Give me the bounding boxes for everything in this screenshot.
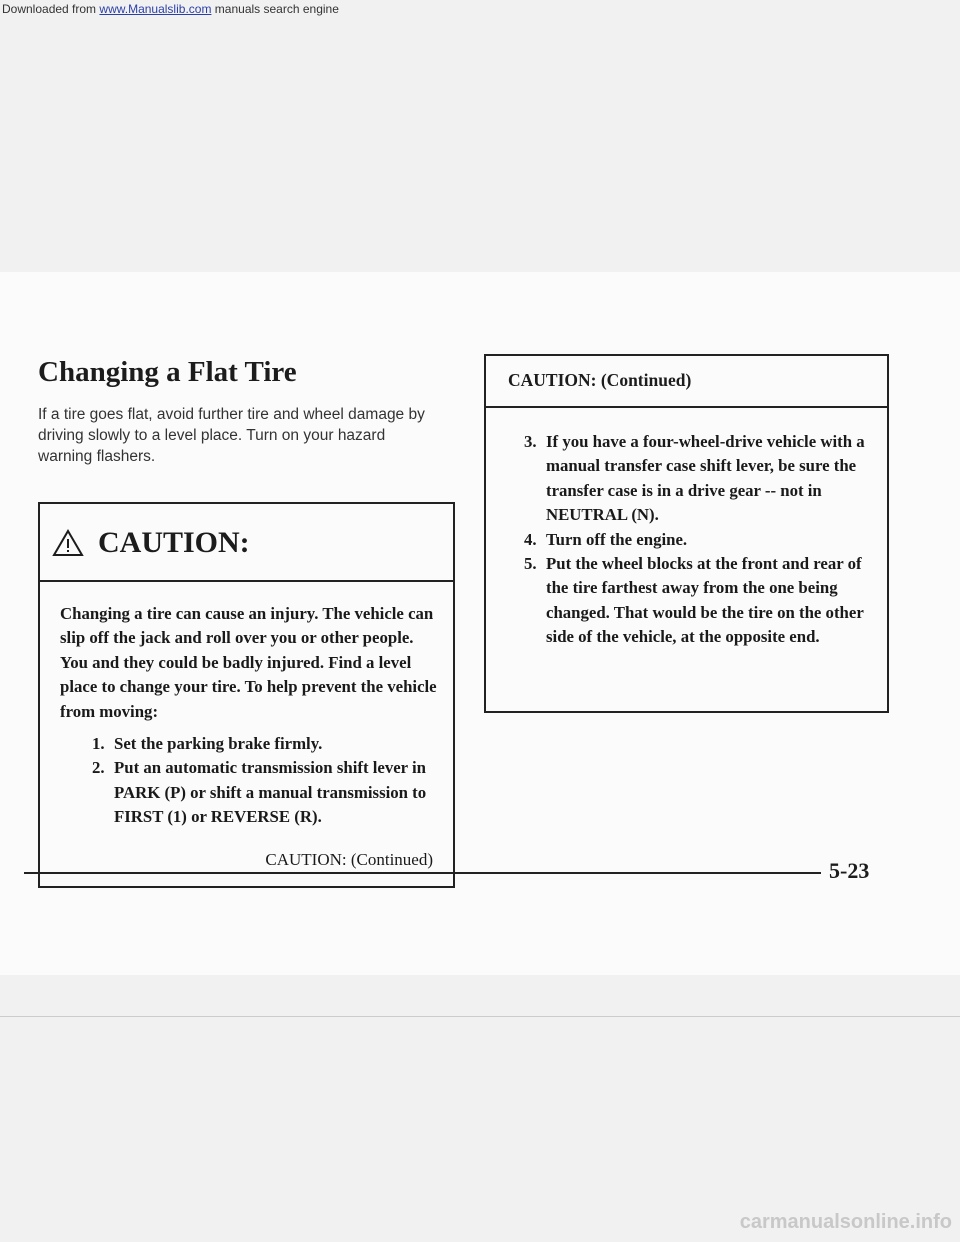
caution-continued-box — [484, 354, 889, 713]
caution-header — [40, 504, 453, 582]
step-number: 4. — [524, 529, 537, 549]
download-banner — [2, 2, 339, 16]
caution-text: Changing a tire can cause an injury. The vehicle can slip off the jack and roll over you or other people. You and they could be badly injured. Find a level place to change your tire. To help prevent the vehicle from moving: — [60, 604, 437, 721]
step-item — [508, 552, 871, 650]
caution-title — [52, 526, 250, 560]
step-text: Put an automatic transmission shift lever in PARK (P) or shift a manual transmission to FIRST (1) or REVERSE (R). — [114, 758, 427, 827]
caution-steps — [60, 732, 437, 830]
manualslib-link[interactable]: www.Manualslib.com — [99, 2, 212, 16]
page-number: 5-23 — [829, 858, 870, 883]
caution-continued-body — [486, 430, 887, 650]
footer-rule — [24, 872, 821, 874]
intro-paragraph: If a tire goes flat, avoid further tire and wheel damage by driving slowly to a level place. Turn on your hazard warning flashers. — [38, 406, 425, 465]
step-number: 1. — [92, 734, 105, 754]
caution-continued-steps — [508, 430, 871, 650]
top-margin — [0, 0, 960, 272]
step-item — [74, 756, 437, 829]
caution-continued-title: CAUTION: (Continued) — [508, 370, 692, 390]
caution-body — [40, 602, 453, 830]
scan-edge-line — [0, 1016, 960, 1017]
warning-triangle-icon — [52, 529, 84, 557]
step-item — [74, 732, 437, 756]
manual-page — [0, 272, 960, 975]
site-watermark: carmanualsonline.info — [739, 1211, 952, 1233]
caution-title-text: CAUTION: — [98, 526, 250, 559]
step-number: 3. — [524, 432, 537, 451]
step-number: 5. — [524, 554, 537, 574]
step-item — [508, 430, 871, 528]
download-prefix: Downloaded from — [2, 2, 97, 16]
section-title: Changing a Flat Tire — [38, 356, 297, 388]
step-item — [508, 528, 871, 552]
step-text: If you have a four-wheel-drive vehicle with a manual transfer case shift lever, be sure the transfer case is in a drive gear -- not in NEUTRAL (N). — [546, 432, 865, 525]
caution-continued-note: CAUTION: (Continued) — [265, 850, 433, 869]
step-number: 2. — [92, 758, 105, 778]
caution-continued-header — [486, 356, 887, 408]
download-suffix: manuals search engine — [214, 2, 339, 16]
bottom-margin — [0, 975, 960, 1242]
step-text: Set the parking brake firmly. — [114, 734, 323, 754]
step-text: Turn off the engine. — [546, 529, 688, 549]
step-text: Put the wheel blocks at the front and rear of the tire farthest away from the one being changed. That would be the tire on the other side of the vehicle, at the opposite end. — [546, 554, 864, 647]
caution-box — [38, 502, 455, 888]
